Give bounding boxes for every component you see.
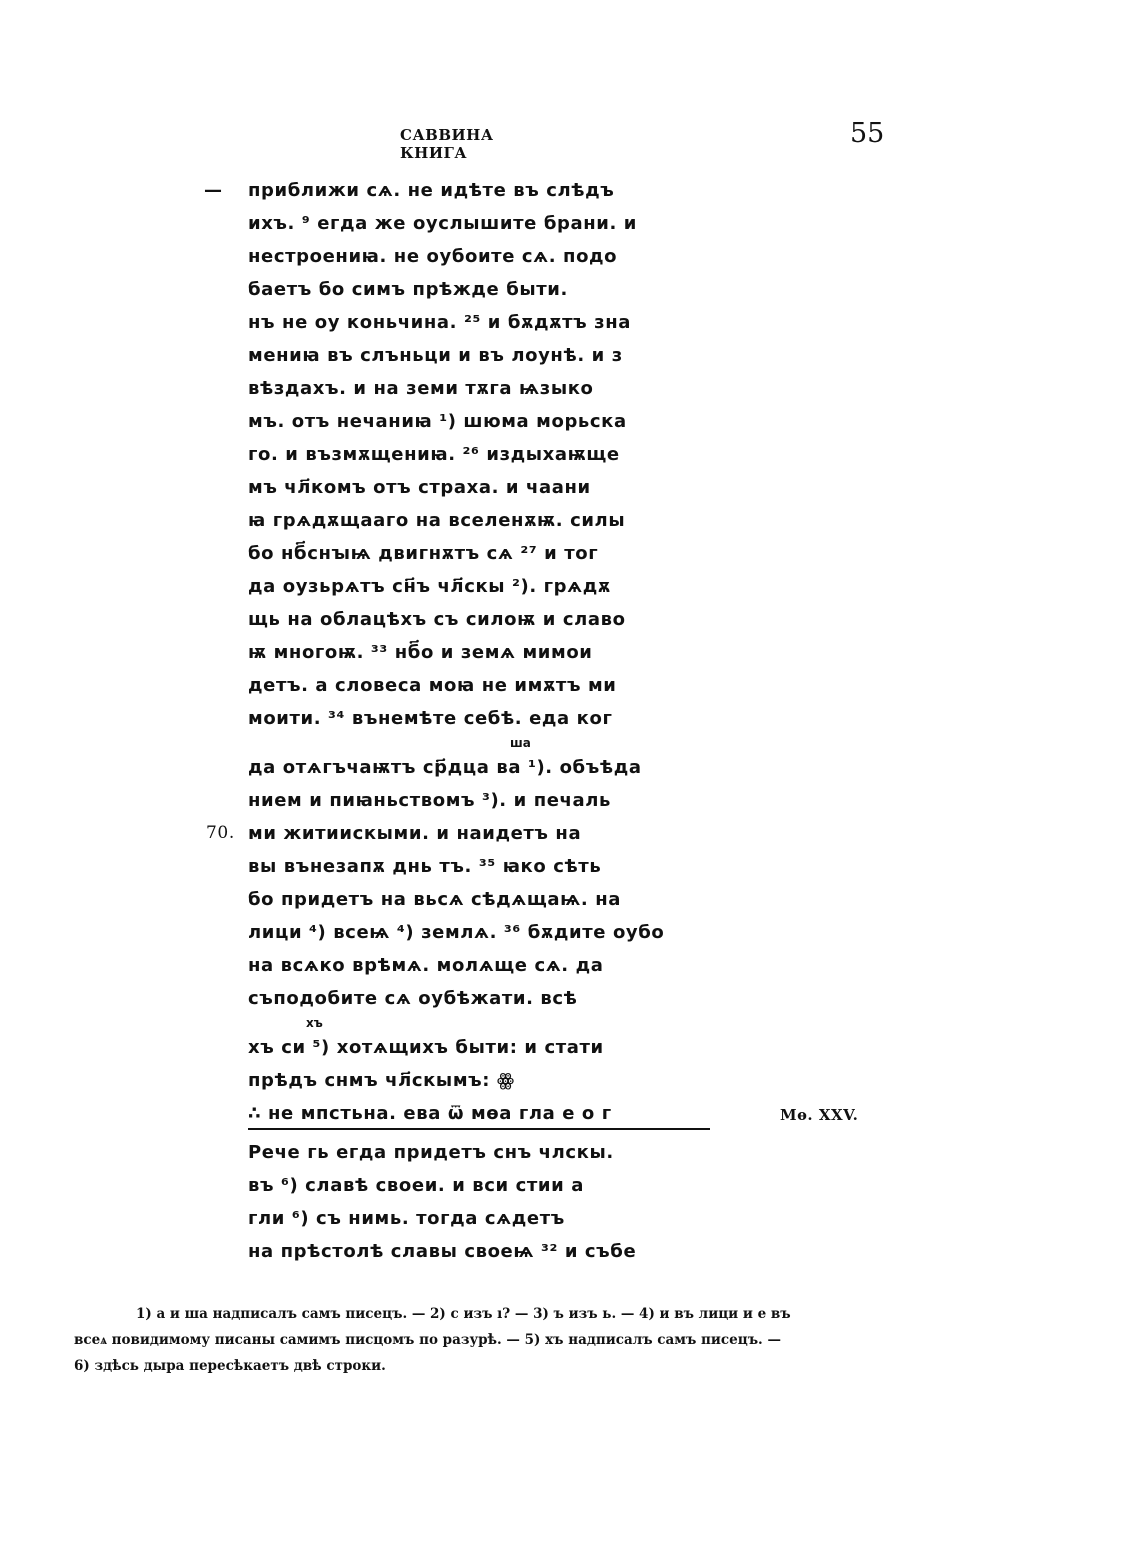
- text-line: нием и пиꙗньствомъ ³). и печаль: [248, 790, 612, 811]
- text-line: Рече гь егда придетъ снъ члскы.: [248, 1142, 614, 1163]
- text-line: ѭ многоѭ. ³³ нб҃о и земѧ мимои: [248, 642, 593, 663]
- line-number: 70.: [206, 823, 235, 843]
- running-title: САВВИНА КНИГА: [400, 126, 494, 162]
- line-text: приближи сѧ. не идѣте въ слѣдъ: [248, 180, 615, 201]
- text-line: детъ. а словеса моꙗ не имѫтъ ми: [248, 675, 617, 696]
- text-line: бо нб҃снꙑѩ двигнѫтъ сѧ ²⁷ и тог: [248, 543, 599, 564]
- text-line: [204, 174, 728, 207]
- page-number: 55: [850, 118, 885, 149]
- footnote-line: 1) а и ша надписалъ самъ писецъ. — 2) с изъ ı? — 3) ъ изъ ь. — 4) и въ лици и е въ: [136, 1306, 791, 1322]
- interlinear-note: хъ: [306, 1016, 323, 1030]
- text-line: съподобите сѧ оубѣжати. всѣ: [248, 988, 578, 1009]
- text-line: бо придетъ на вьсѧ сѣдѧщаѩ. на: [248, 889, 621, 910]
- dash-mark: —: [204, 180, 223, 201]
- interlinear-note: ша: [510, 736, 531, 750]
- text-block: [204, 174, 728, 1268]
- text-line: въ ⁶) славѣ своеи. и вси стии а: [248, 1175, 584, 1196]
- footnote-line: 6) здѣсь дыра пересѣкаетъ двѣ строки.: [74, 1358, 386, 1374]
- lection-title-line: ∴ не мпстьна. ева ѿ мѳа гла е о г: [248, 1097, 710, 1130]
- text-line: гли ⁶) съ нимь. тогда сѧдетъ: [248, 1208, 565, 1229]
- text-line: нъ не оу коньчина. ²⁵ и бѫдѫтъ зна: [248, 312, 631, 333]
- text-line: ꙗ грѧдѫщааго на вселенѫѭ. силы: [248, 510, 626, 531]
- text-line: на прѣстолѣ славы своеѩ ³² и събе: [248, 1241, 637, 1262]
- text-line: вы вънезапѫ днь тъ. ³⁵ ꙗко сѣть: [248, 856, 602, 877]
- text-line: нестроениꙗ. не оубоите сѧ. подо: [248, 246, 618, 267]
- line-text: ми житиискыми. и наидетъ на: [248, 823, 582, 844]
- text-line: на всѧко врѣмѧ. молѧще сѧ. да: [248, 955, 604, 976]
- text-line: да отѧгъчаѭтъ ср҃дца ва ¹). объѣда: [248, 757, 642, 778]
- text-line: моити. ³⁴ вънемѣте себѣ. еда ког: [248, 708, 613, 729]
- margin-reference: Мѳ. XXV.: [780, 1106, 859, 1124]
- text-line: мъ чл҃комъ отъ страха. и чаани: [248, 477, 591, 498]
- text-line: баетъ бо симъ прѣжде быти.: [248, 279, 568, 300]
- text-line: мениꙗ въ слъньци и въ лоунѣ. и з: [248, 345, 623, 366]
- text-line: щь на облацѣхъ съ силоѭ и славо: [248, 609, 626, 630]
- text-line: вѣздахъ. и на земи тѫга ѩзыко: [248, 378, 594, 399]
- footnote-line: всеѧ повидимому писаны самимъ писцомъ по разурѣ. — 5) хъ надписалъ самъ писецъ. —: [74, 1332, 781, 1348]
- text-line: го. и възмѫщениꙗ. ²⁶ издыхаѭще: [248, 444, 620, 465]
- text-line: [206, 817, 728, 850]
- text-line: да оузьрѧтъ сн҃ъ чл҃скы ²). грѧдѫ: [248, 576, 611, 597]
- text-line: ихъ. ⁹ егда же оуслышите брани. и: [248, 213, 637, 234]
- text-line: мъ. отъ нечаниꙗ ¹) шюма морьска: [248, 411, 627, 432]
- text-line: хъ си ⁵) хотѧщихъ быти: и стати: [248, 1037, 604, 1058]
- text-line: лици ⁴) всеѩ ⁴) землѧ. ³⁶ бѫдите оубо: [248, 922, 665, 943]
- text-line: прѣдъ снмъ чл҃скымъ: ꙮ: [248, 1070, 515, 1091]
- footnotes: [74, 1301, 886, 1379]
